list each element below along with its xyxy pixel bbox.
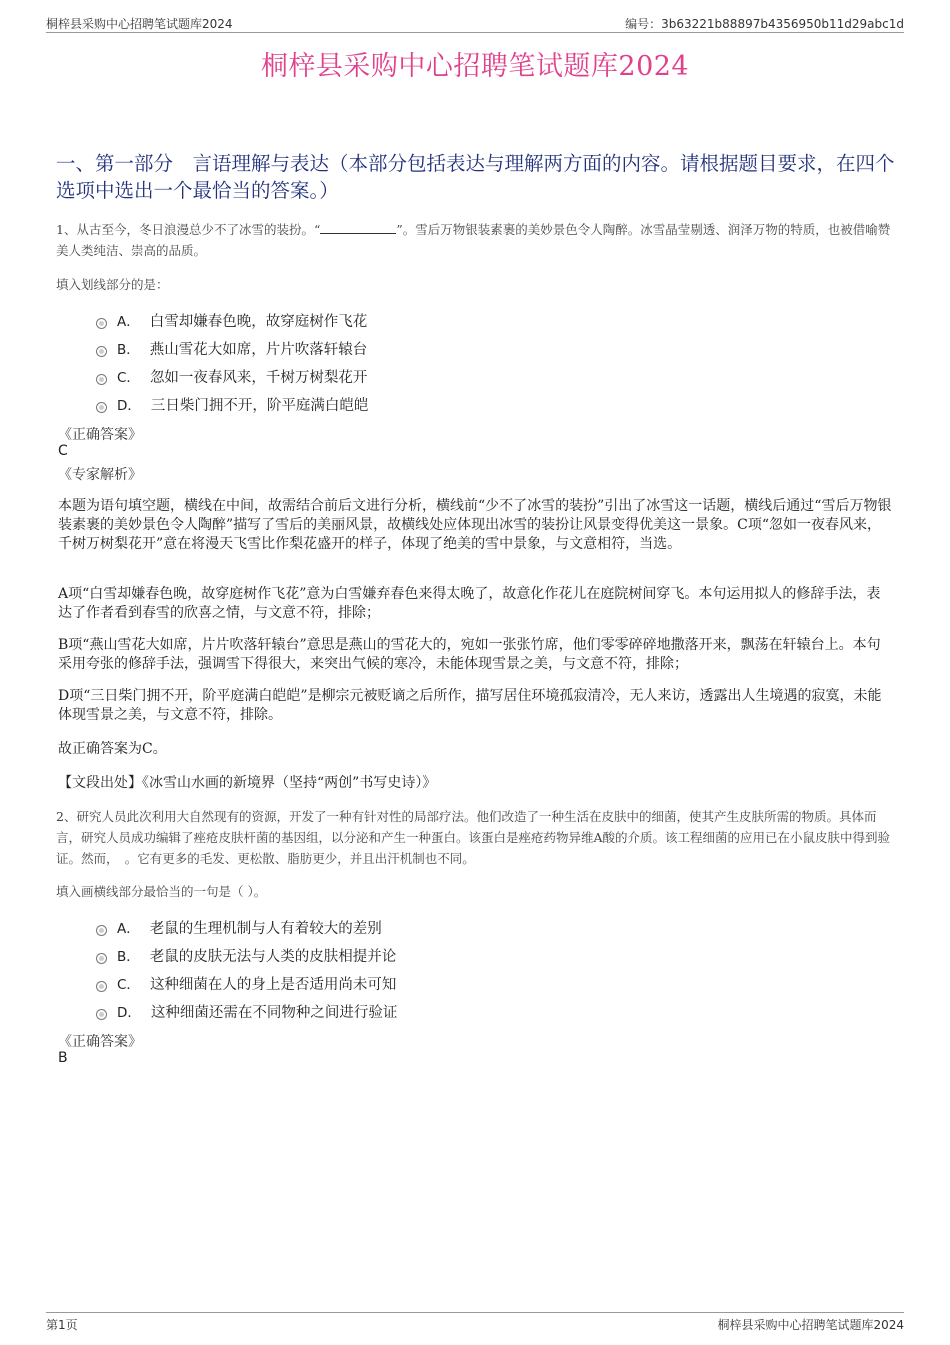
option-b[interactable] (96, 941, 397, 969)
fill-blank (320, 221, 396, 234)
option-text: 燕山雪花大如席，片片吹落轩辕台 (149, 341, 368, 358)
option-text: 忽如一夜春风来，千树万树梨花开 (149, 369, 368, 386)
option-c[interactable] (96, 969, 397, 997)
header-doc-title: 桐梓县采购中心招聘笔试题库2024 (46, 17, 233, 31)
option-letter: B． (117, 949, 140, 965)
option-text: 这种细菌在人的身上是否适用尚未可知 (149, 976, 397, 993)
radio-icon[interactable] (96, 374, 107, 385)
option-letter: D． (117, 398, 141, 414)
option-letter: B． (117, 342, 140, 358)
question-1-prompt: 填入划线部分的是： (56, 277, 169, 292)
radio-icon[interactable] (96, 953, 107, 964)
answer-value: B (58, 1050, 68, 1066)
answer-value: C (58, 443, 68, 459)
analysis-paragraph: 本题为语句填空题，横线在中间，故需结合前后文进行分析，横线前“少不了冰雪的装扮”引出了冰雪这一话题，横线后通过“雪后万物银装素裹的美妙景色令人陶醉”描写了雪后的美丽风景，故横线处应体现出冰雪的装扮让风景变得优美这一景象。C项“忽如一夜春风来，千树万树梨花开”意在将漫天飞雪比作梨花盛开的样子，体现了绝美的雪中景象，与文意相符，当选。 (58, 498, 892, 552)
question-1-text (56, 219, 892, 261)
analysis-paragraph: D项“三日柴门拥不开，阶平庭满白皑皑”是柳宗元被贬谪之后所作，描写居住环境孤寂清冷，无人来访，透露出人生境遇的寂寞，未能体现雪景之美，与文意不符，排除。 (58, 688, 882, 723)
option-a[interactable] (96, 913, 397, 941)
analysis-paragraph: A项“白雪却嫌春色晚，故穿庭树作飞花”意为白雪嫌弃春色来得太晚了，故意化作花儿在庭院树间穿飞。本句运用拟人的修辞手法，表达了作者看到春雪的欣喜之情，与文意不符，排除； (58, 586, 881, 621)
answer-label: 《正确答案》 (58, 427, 142, 443)
option-d[interactable] (96, 390, 368, 418)
radio-icon[interactable] (96, 981, 107, 992)
option-letter: A． (117, 314, 140, 330)
option-text: 白雪却嫌春色晚，故穿庭树作飞花 (149, 313, 368, 330)
header-serial: 编号：3b63221b88897b4356950b11d29abc1d (625, 17, 904, 31)
analysis-paragraph: B项“燕山雪花大如席，片片吹落轩辕台”意思是燕山的雪花大的，宛如一张张竹席，他们零零碎碎地撒落开来，飘荡在轩辕台上。本句采用夸张的修辞手法，强调雪下得很大，来突出气候的寒冷，未能体现雪景之美，与文意不符，排除； (58, 637, 881, 672)
source-citation: 【文段出处】《冰雪山水画的新境界（坚持“两创”书写史诗）》 (58, 775, 437, 791)
option-b[interactable] (96, 334, 368, 362)
option-c[interactable] (96, 362, 368, 390)
option-text: 这种细菌还需在不同物种之间进行验证 (150, 1004, 398, 1021)
analysis-conclusion: 故正确答案为C。 (58, 741, 167, 757)
option-letter: C． (117, 370, 140, 386)
option-text: 老鼠的生理机制与人有着较大的差别 (149, 920, 382, 937)
radio-icon[interactable] (96, 318, 107, 329)
page-header (46, 14, 904, 33)
question-1-text-after: ”。雪后万物银装素裹的美妙景色令人陶醉。冰雪晶莹剔透、润泽万物的特质，也被借喻赞美人类纯洁、崇高的品质。 (56, 222, 891, 258)
radio-icon[interactable] (96, 925, 107, 936)
radio-icon[interactable] (96, 1009, 107, 1020)
option-text: 老鼠的皮肤无法与人类的皮肤相提并论 (149, 948, 397, 965)
option-d[interactable] (96, 997, 397, 1025)
option-text: 三日柴门拥不开，阶平庭满白皑皑 (150, 397, 369, 414)
footer-doc-title: 桐梓县采购中心招聘笔试题库2024 (717, 1318, 904, 1332)
question-1-text-before: 1、从古至今，冬日浪漫总少不了冰雪的装扮。“ (56, 222, 321, 237)
option-letter: C． (117, 977, 140, 993)
question-2-options (96, 913, 397, 1025)
page-number: 第1页 (46, 1318, 78, 1332)
question-2-text: 2、研究人员此次利用大自然现有的资源，开发了一种有针对性的局部疗法。他们改造了一种生活在皮肤中的细菌，使其产生皮肤所需的物质。具体而言，研究人员成功编辑了痤疮皮肤杆菌的基因组，以分泌和产生一种蛋白。该蛋白是痤疮药物异维A酸的介质。该工程细菌的应用已在小鼠皮肤中得到验证。然而， 。它有更多的毛发、更松散、脂肪更少，并且出汗机制也不同。 (56, 809, 891, 866)
option-letter: D． (117, 1005, 141, 1021)
radio-icon[interactable] (96, 402, 107, 413)
page-footer (46, 1312, 904, 1331)
page-title: 桐梓县采购中心招聘笔试题库2024 (260, 51, 690, 82)
question-1-options (96, 306, 368, 418)
radio-icon[interactable] (96, 346, 107, 357)
answer-label: 《正确答案》 (58, 1034, 142, 1050)
option-letter: A． (117, 921, 140, 937)
analysis-label: 《专家解析》 (58, 467, 142, 483)
section-heading: 一、第一部分 言语理解与表达（本部分包括表达与理解两方面的内容。请根据题目要求，在四个选项中选出一个最恰当的答案。） (56, 152, 895, 202)
question-2-prompt: 填入画横线部分最恰当的一句是（ ）。 (56, 884, 267, 899)
option-a[interactable] (96, 306, 368, 334)
